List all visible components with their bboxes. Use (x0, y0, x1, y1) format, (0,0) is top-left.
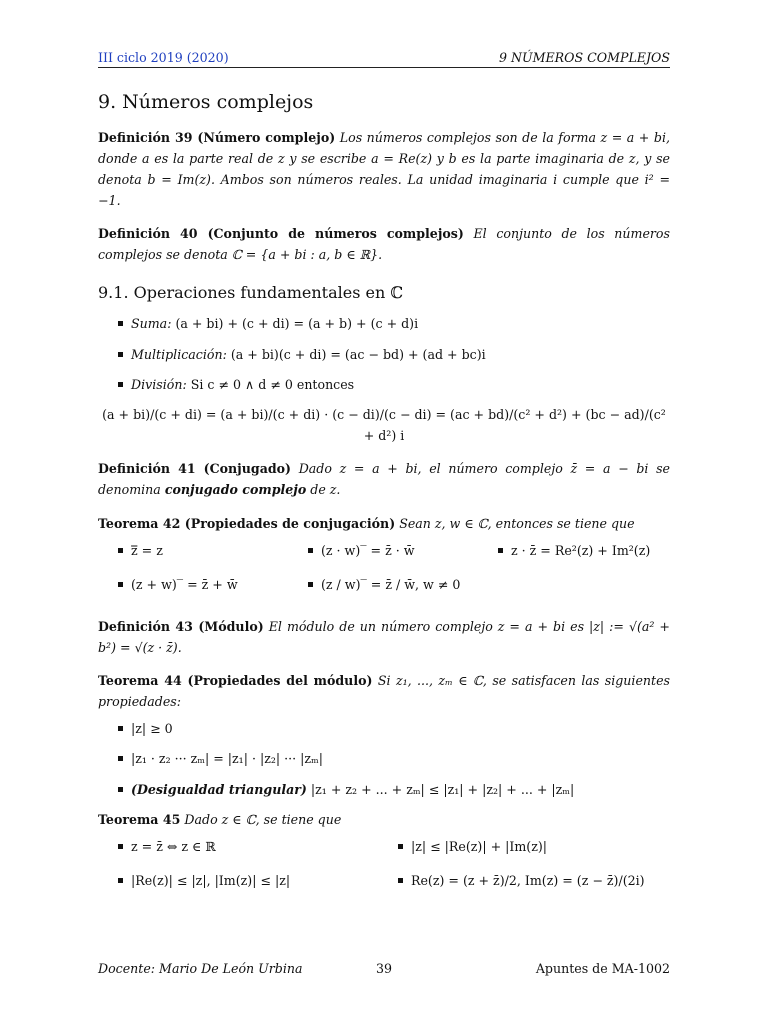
definition-text: de z. (310, 482, 341, 498)
division-formula: (a + bi)/(c + di) = (a + bi)/(c + di) · (c − di)/(c − di) = (ac + bd)/(c² + d²) + (bc − ad)/(c² + d²) i (102, 406, 666, 444)
theorem-45-properties (98, 836, 670, 904)
list-item: (z · w)‾ = z̄ · w̄ (288, 540, 478, 574)
definition-text: El módulo de un número complejo z = a + bi es |z| := √(a² + b²) = √(z · z̄). (98, 618, 670, 655)
definition-43 (98, 616, 670, 658)
page-header (98, 47, 670, 68)
subsection-title: 9.1. Operaciones fundamentales en ℂ (98, 283, 404, 303)
theorem-label: Teorema 45 (98, 811, 181, 827)
list-item: z = z̄ ⇔ z ∈ ℝ (98, 836, 378, 870)
list-item: (z / w)‾ = z̄ / w̄, w ≠ 0 (288, 574, 478, 608)
list-item (98, 779, 670, 800)
definition-40 (98, 223, 670, 265)
list-item: |z₁ · z₂ ··· zₘ| = |z₁| · |z₂| ··· |zₘ| (98, 748, 670, 769)
footer-author: Docente: Mario De León Urbina (98, 961, 303, 976)
theorem-text: Si z₁, ..., zₘ ∈ ℂ, se satisfacen las siguientes propiedades: (98, 673, 670, 710)
operation-formula: (a + bi) + (c + di) = (a + b) + (c + d)i (175, 316, 419, 332)
defined-term: conjugado complejo (164, 482, 307, 498)
list-item (98, 313, 670, 334)
triangle-inequality-label: (Desigualdad triangular) (131, 781, 307, 797)
list-item (98, 374, 670, 395)
list-item: z̿ = z (98, 540, 288, 574)
footer-course: Apuntes de MA-1002 (535, 961, 670, 976)
header-right: 9 NÚMEROS COMPLEJOS (498, 50, 670, 65)
section-title: 9. Números complejos (98, 91, 314, 113)
header-left: III ciclo 2019 (2020) (98, 50, 229, 65)
list-item: z · z̄ = Re²(z) + Im²(z) (478, 540, 668, 574)
definition-39 (98, 127, 670, 212)
list-item: |z| ≥ 0 (98, 718, 670, 739)
list-item: Re(z) = (z + z̄)/2, Im(z) = (z − z̄)/(2i) (378, 870, 668, 904)
theorem-45 (98, 809, 670, 830)
definition-label: Definición 40 (Conjunto de números complejos) (98, 226, 464, 242)
theorem-label: Teorema 44 (Propiedades del módulo) (98, 673, 373, 688)
theorem-text: Sean z, w ∈ ℂ, entonces se tiene que (399, 515, 635, 531)
page-content (98, 88, 670, 912)
page-footer (98, 958, 670, 978)
definition-label: Definición 41 (Conjugado) (98, 461, 292, 477)
operation-name: Suma: (131, 316, 172, 332)
triangle-inequality-formula: |z₁ + z₂ + ... + zₘ| ≤ |z₁| + |z₂| + ... + |zₘ| (310, 781, 575, 797)
definition-41 (98, 458, 670, 500)
operation-formula: Si c ≠ 0 ∧ d ≠ 0 entonces (190, 376, 355, 392)
definition-text: Dado z = a + bi, el número complejo z̄ = a − bi se denomina (98, 461, 670, 498)
operation-formula: (a + bi)(c + di) = (ac − bd) + (ad + bc)i (230, 346, 486, 362)
module-properties (98, 718, 670, 799)
definition-text: El conjunto de los números complejos se denota ℂ = {a + bi : a, b ∈ ℝ}. (98, 226, 670, 263)
definition-label: Definición 43 (Módulo) (98, 618, 264, 634)
theorem-44 (98, 670, 670, 712)
list-item: |Re(z)| ≤ |z|, |Im(z)| ≤ |z| (98, 870, 378, 904)
theorem-text: Dado z ∈ ℂ, se tiene que (184, 811, 342, 827)
theorem-42 (98, 513, 670, 534)
theorem-label: Teorema 42 (Propiedades de conjugación) (98, 515, 396, 531)
operation-name: Multiplicación: (131, 346, 227, 362)
conjugation-properties (98, 540, 670, 608)
list-item: (z + w)‾ = z̄ + w̄ (98, 574, 288, 608)
list-item: |z| ≤ |Re(z)| + |Im(z)| (378, 836, 668, 870)
page-number: 39 (375, 961, 393, 976)
definition-text: Los números complejos son de la forma z = a + bi, donde a es la parte real de z y se escribe a = Re(z) y b es la parte imaginaria de z, y se denota b = Im(z). Ambos son números reales. La unidad imaginaria i cumple que i² = −1. (98, 129, 670, 208)
definition-label: Definición 39 (Número complejo) (98, 129, 336, 145)
list-item (98, 344, 670, 365)
operations-list (98, 313, 670, 394)
operation-name: División: (131, 376, 187, 392)
